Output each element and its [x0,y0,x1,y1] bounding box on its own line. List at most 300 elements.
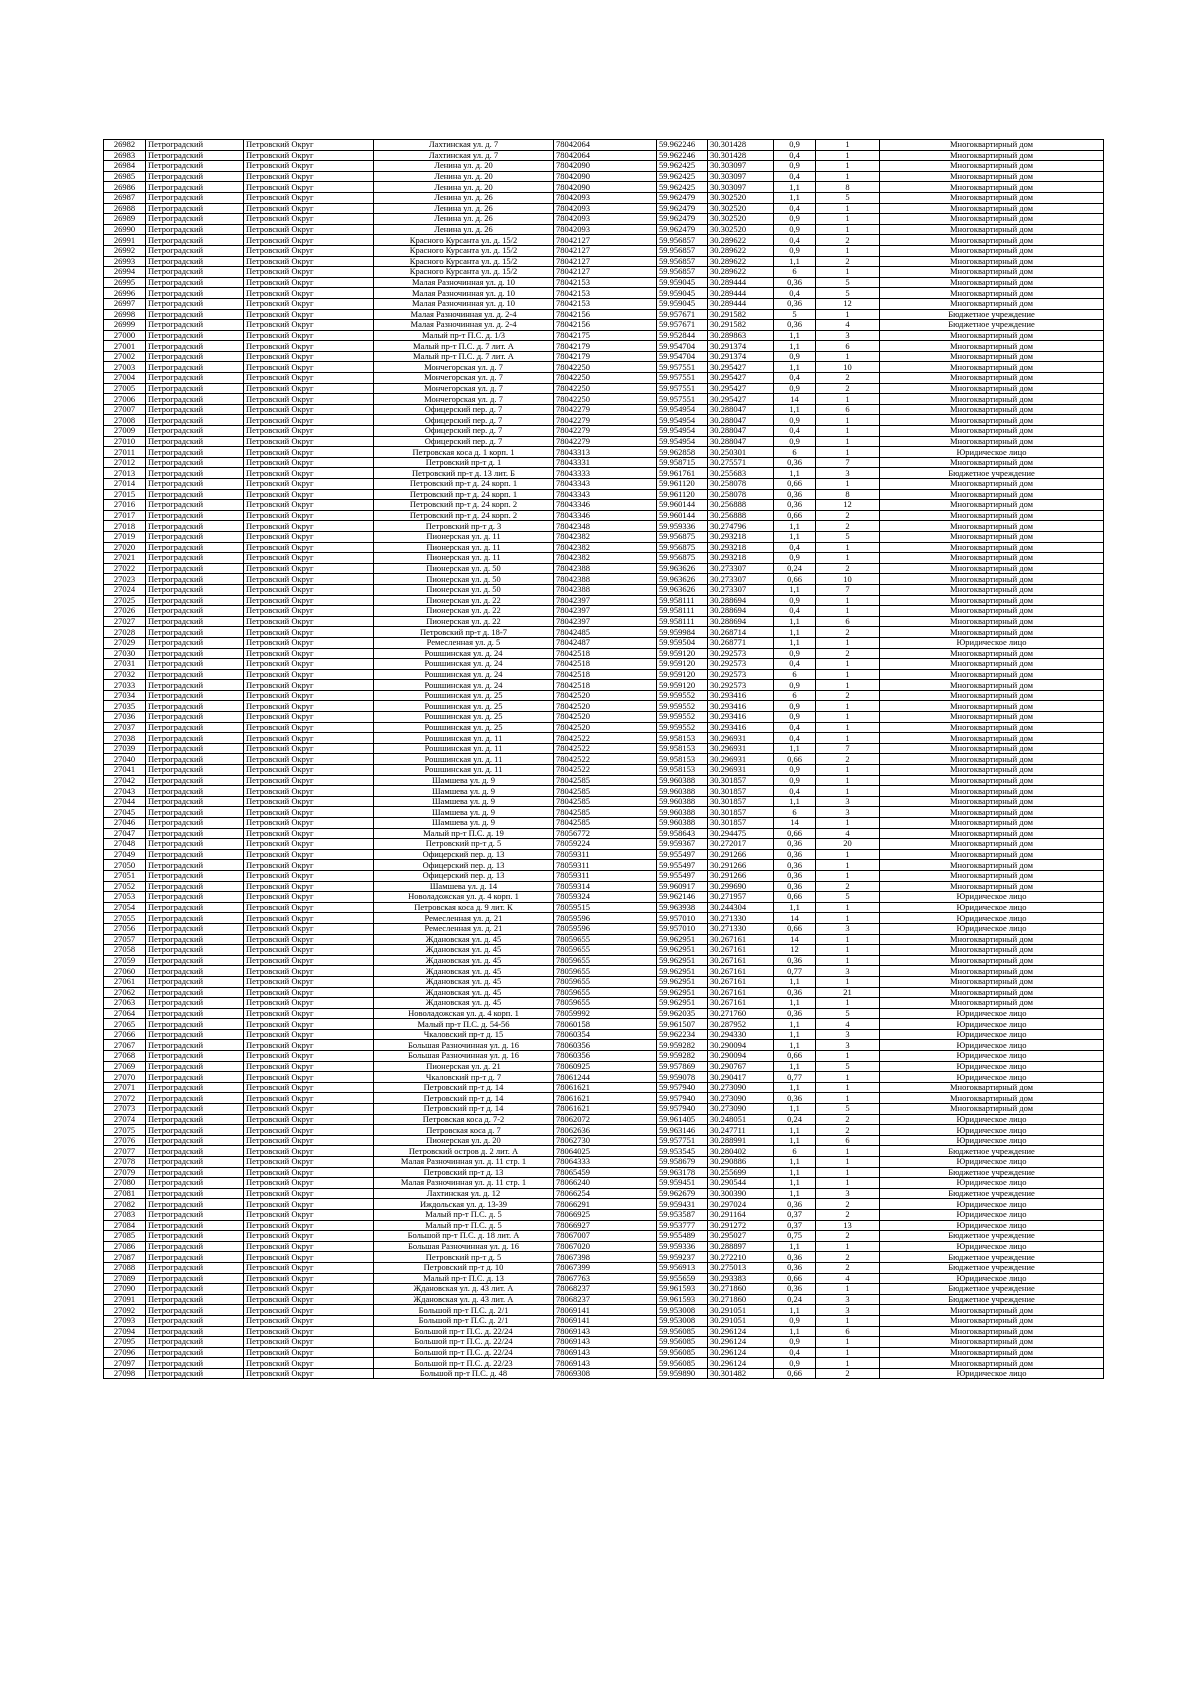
code-cell: 78064025 [554,1146,657,1157]
code-cell: 78059655 [554,955,657,966]
longitude-cell: 30.302520 [708,214,774,225]
table-row [104,1029,1104,1040]
volume-cell: 6 [774,669,816,680]
okrug-cell: Петровский Округ [244,1019,374,1030]
district-cell: Петроградский [146,1337,244,1348]
count-cell: 3 [816,1029,880,1040]
type-cell: Многоквартирный дом [880,521,1104,532]
longitude-cell: 30.296931 [708,743,774,754]
row-id-cell: 27049 [104,849,146,860]
okrug-cell: Петровский Округ [244,945,374,956]
latitude-cell: 59.958153 [657,743,708,754]
district-cell: Петроградский [146,807,244,818]
table-row [104,140,1104,151]
district-cell: Петроградский [146,881,244,892]
latitude-cell: 59.963626 [657,574,708,585]
row-id-cell: 27051 [104,870,146,881]
count-cell: 5 [816,192,880,203]
row-id-cell: 27095 [104,1337,146,1348]
okrug-cell: Петровский Округ [244,860,374,871]
count-cell: 5 [816,1061,880,1072]
latitude-cell: 59.963146 [657,1125,708,1136]
volume-cell: 0,66 [774,754,816,765]
table-row [104,203,1104,214]
district-cell: Петроградский [146,637,244,648]
longitude-cell: 30.274796 [708,521,774,532]
code-cell: 78069143 [554,1326,657,1337]
district-cell: Петроградский [146,468,244,479]
latitude-cell: 59.959282 [657,1051,708,1062]
table-row [104,182,1104,193]
longitude-cell: 30.292573 [708,648,774,659]
longitude-cell: 30.294475 [708,828,774,839]
longitude-cell: 30.295027 [708,1231,774,1242]
district-cell: Петроградский [146,1294,244,1305]
row-id-cell: 27054 [104,902,146,913]
type-cell: Многоквартирный дом [880,828,1104,839]
longitude-cell: 30.303097 [708,161,774,172]
latitude-cell: 59.961120 [657,489,708,500]
table-row [104,955,1104,966]
code-cell: 78042585 [554,818,657,829]
longitude-cell: 30.267161 [708,955,774,966]
address-cell: Шамшева ул. д. 14 [374,881,554,892]
longitude-cell: 30.292573 [708,680,774,691]
row-id-cell: 27020 [104,542,146,553]
code-cell: 78042093 [554,192,657,203]
longitude-cell: 30.301428 [708,140,774,151]
row-id-cell: 27029 [104,637,146,648]
count-cell: 1 [816,934,880,945]
code-cell: 78069143 [554,1358,657,1369]
table-row [104,457,1104,468]
okrug-cell: Петровский Округ [244,362,374,373]
type-cell: Многоквартирный дом [880,648,1104,659]
volume-cell: 0,66 [774,892,816,903]
count-cell: 6 [816,341,880,352]
count-cell: 1 [816,712,880,723]
code-cell: 78067398 [554,1252,657,1263]
latitude-cell: 59.959890 [657,1368,708,1379]
row-id-cell: 27036 [104,712,146,723]
count-cell: 5 [816,277,880,288]
row-id-cell: 27031 [104,659,146,670]
longitude-cell: 30.273090 [708,1082,774,1093]
volume-cell: 0,36 [774,881,816,892]
okrug-cell: Петровский Округ [244,1262,374,1273]
type-cell: Многоквартирный дом [880,669,1104,680]
table-row [104,267,1104,278]
okrug-cell: Петровский Округ [244,330,374,341]
type-cell: Многоквартирный дом [880,341,1104,352]
address-cell: Лахтинская ул. д. 7 [374,150,554,161]
district-cell: Петроградский [146,913,244,924]
volume-cell: 6 [774,807,816,818]
type-cell: Многоквартирный дом [880,1326,1104,1337]
count-cell: 2 [816,1231,880,1242]
okrug-cell: Петровский Округ [244,1252,374,1263]
okrug-cell: Петровский Округ [244,479,374,490]
count-cell: 1 [816,1082,880,1093]
row-id-cell: 27008 [104,415,146,426]
count-cell: 1 [816,701,880,712]
latitude-cell: 59.954954 [657,404,708,415]
latitude-cell: 59.962479 [657,203,708,214]
address-cell: Офицерский пер. д. 7 [374,404,554,415]
row-id-cell: 27069 [104,1061,146,1072]
row-id-cell: 27075 [104,1125,146,1136]
table-row [104,1167,1104,1178]
count-cell: 1 [816,161,880,172]
address-cell: Большая Разночинная ул. д. 16 [374,1241,554,1252]
okrug-cell: Петровский Округ [244,1305,374,1316]
volume-cell: 0,36 [774,298,816,309]
count-cell: 1 [816,150,880,161]
longitude-cell: 30.291266 [708,870,774,881]
longitude-cell: 30.290886 [708,1157,774,1168]
code-cell: 78068237 [554,1284,657,1295]
row-id-cell: 27041 [104,765,146,776]
type-cell: Бюджетное учреждение [880,1146,1104,1157]
district-cell: Петроградский [146,531,244,542]
code-cell: 78042348 [554,521,657,532]
count-cell: 3 [816,1040,880,1051]
address-cell: Петровский пр-т д. 1 [374,457,554,468]
address-cell: Пионерская ул. д. 11 [374,531,554,542]
row-id-cell: 26998 [104,309,146,320]
longitude-cell: 30.289622 [708,267,774,278]
district-cell: Петроградский [146,1146,244,1157]
type-cell: Многоквартирный дом [880,426,1104,437]
code-cell: 78064333 [554,1157,657,1168]
volume-cell: 0,66 [774,510,816,521]
longitude-cell: 30.271860 [708,1294,774,1305]
okrug-cell: Петровский Округ [244,796,374,807]
district-cell: Петроградский [146,479,244,490]
table-row [104,1125,1104,1136]
address-cell: Ленина ул. д. 20 [374,161,554,172]
code-cell: 78066254 [554,1188,657,1199]
count-cell: 1 [816,913,880,924]
table-row [104,383,1104,394]
count-cell: 2 [816,563,880,574]
row-id-cell: 26989 [104,214,146,225]
okrug-cell: Петровский Округ [244,1337,374,1348]
row-id-cell: 27012 [104,457,146,468]
district-cell: Петроградский [146,1326,244,1337]
table-row [104,786,1104,797]
district-cell: Петроградский [146,1061,244,1072]
latitude-cell: 59.959431 [657,1199,708,1210]
address-cell: Шамшева ул. д. 9 [374,818,554,829]
longitude-cell: 30.292573 [708,659,774,670]
longitude-cell: 30.258078 [708,479,774,490]
code-cell: 78066291 [554,1199,657,1210]
row-id-cell: 27098 [104,1368,146,1379]
latitude-cell: 59.962951 [657,976,708,987]
table-row [104,648,1104,659]
address-cell: Мончегорская ул. д. 7 [374,362,554,373]
table-row [104,479,1104,490]
longitude-cell: 30.303097 [708,171,774,182]
longitude-cell: 30.271330 [708,913,774,924]
address-cell: Шамшева ул. д. 9 [374,807,554,818]
address-cell: Петровский пр-т д. 5 [374,839,554,850]
latitude-cell: 59.954954 [657,426,708,437]
type-cell: Многоквартирный дом [880,150,1104,161]
row-id-cell: 27088 [104,1262,146,1273]
volume-cell: 1,1 [774,1188,816,1199]
row-id-cell: 27007 [104,404,146,415]
district-cell: Петроградский [146,680,244,691]
row-id-cell: 27093 [104,1315,146,1326]
longitude-cell: 30.271957 [708,892,774,903]
address-cell: Шамшева ул. д. 9 [374,786,554,797]
count-cell: 4 [816,1019,880,1030]
address-cell: Малый пр-т П.С. д. 19 [374,828,554,839]
longitude-cell: 30.271330 [708,923,774,934]
row-id-cell: 26997 [104,298,146,309]
latitude-cell: 59.962479 [657,214,708,225]
district-cell: Петроградский [146,1029,244,1040]
type-cell: Многоквартирный дом [880,606,1104,617]
count-cell: 12 [816,500,880,511]
district-cell: Петроградский [146,351,244,362]
latitude-cell: 59.957671 [657,320,708,331]
district-cell: Петроградский [146,447,244,458]
type-cell: Многоквартирный дом [880,383,1104,394]
code-cell: 78059655 [554,966,657,977]
volume-cell: 0,36 [774,839,816,850]
volume-cell: 1,1 [774,1241,816,1252]
row-id-cell: 27037 [104,722,146,733]
okrug-cell: Петровский Округ [244,1008,374,1019]
type-cell: Многоквартирный дом [880,1315,1104,1326]
address-cell: Большая Разночинная ул. д. 16 [374,1040,554,1051]
latitude-cell: 59.957671 [657,309,708,320]
row-id-cell: 27021 [104,553,146,564]
type-cell: Многоквартирный дом [880,584,1104,595]
okrug-cell: Петровский Округ [244,1358,374,1369]
table-row [104,733,1104,744]
address-cell: Пионерская ул. д. 20 [374,1135,554,1146]
count-cell: 1 [816,553,880,564]
address-cell: Ремесленная ул. д. 5 [374,637,554,648]
code-cell: 78042585 [554,786,657,797]
longitude-cell: 30.301857 [708,807,774,818]
code-cell: 78069143 [554,1347,657,1358]
count-cell: 1 [816,722,880,733]
volume-cell: 1,1 [774,192,816,203]
longitude-cell: 30.296931 [708,733,774,744]
latitude-cell: 59.954704 [657,351,708,362]
row-id-cell: 27003 [104,362,146,373]
table-row [104,1019,1104,1030]
longitude-cell: 30.290767 [708,1061,774,1072]
okrug-cell: Петровский Округ [244,1284,374,1295]
table-row [104,934,1104,945]
district-cell: Петроградский [146,976,244,987]
okrug-cell: Петровский Округ [244,277,374,288]
volume-cell: 0,9 [774,648,816,659]
row-id-cell: 27062 [104,987,146,998]
volume-cell: 1,1 [774,1104,816,1115]
address-cell: Ленина ул. д. 20 [374,182,554,193]
row-id-cell: 27034 [104,690,146,701]
count-cell: 1 [816,309,880,320]
longitude-cell: 30.275013 [708,1262,774,1273]
code-cell: 78043333 [554,468,657,479]
table-row [104,998,1104,1009]
type-cell: Многоквартирный дом [880,796,1104,807]
address-cell: Петровский пр-т д. 24 корп. 1 [374,489,554,500]
district-cell: Петроградский [146,1252,244,1263]
district-cell: Петроградский [146,171,244,182]
row-id-cell: 27089 [104,1273,146,1284]
code-cell: 78042585 [554,796,657,807]
volume-cell: 0,4 [774,373,816,384]
type-cell: Многоквартирный дом [880,531,1104,542]
okrug-cell: Петровский Округ [244,987,374,998]
volume-cell: 0,9 [774,415,816,426]
longitude-cell: 30.296124 [708,1337,774,1348]
table-row [104,468,1104,479]
code-cell: 78042250 [554,373,657,384]
latitude-cell: 59.952844 [657,330,708,341]
table-row [104,1368,1104,1379]
latitude-cell: 59.959045 [657,277,708,288]
code-cell: 78042397 [554,606,657,617]
table-row [104,277,1104,288]
okrug-cell: Петровский Округ [244,712,374,723]
volume-cell: 1,1 [774,902,816,913]
table-row [104,1358,1104,1369]
row-id-cell: 26984 [104,161,146,172]
longitude-cell: 30.256888 [708,510,774,521]
latitude-cell: 59.962951 [657,945,708,956]
longitude-cell: 30.273090 [708,1093,774,1104]
table-row [104,1347,1104,1358]
volume-cell: 0,9 [774,765,816,776]
type-cell: Многоквартирный дом [880,966,1104,977]
volume-cell: 0,4 [774,542,816,553]
code-cell: 78042520 [554,712,657,723]
count-cell: 1 [816,606,880,617]
longitude-cell: 30.289622 [708,235,774,246]
table-row [104,341,1104,352]
volume-cell: 1,1 [774,521,816,532]
count-cell: 1 [816,1347,880,1358]
longitude-cell: 30.301857 [708,786,774,797]
row-id-cell: 26990 [104,224,146,235]
volume-cell: 1,1 [774,531,816,542]
type-cell: Юридическое лицо [880,892,1104,903]
row-id-cell: 26995 [104,277,146,288]
code-cell: 78061621 [554,1093,657,1104]
volume-cell: 0,4 [774,288,816,299]
longitude-cell: 30.291266 [708,860,774,871]
type-cell: Бюджетное учреждение [880,468,1104,479]
volume-cell: 1,1 [774,1178,816,1189]
latitude-cell: 59.958679 [657,1157,708,1168]
code-cell: 78060158 [554,1019,657,1030]
address-cell: Ждановская ул. д. 43 лит. А [374,1294,554,1305]
code-cell: 78042179 [554,351,657,362]
type-cell: Юридическое лицо [880,1061,1104,1072]
address-cell: Петровский пр-т д. 24 корп. 1 [374,479,554,490]
address-cell: Пионерская ул. д. 22 [374,606,554,617]
count-cell: 1 [816,214,880,225]
okrug-cell: Петровский Округ [244,553,374,564]
address-cell: Ленина ул. д. 26 [374,214,554,225]
row-id-cell: 27024 [104,584,146,595]
type-cell: Многоквартирный дом [880,1093,1104,1104]
type-cell: Многоквартирный дом [880,765,1104,776]
okrug-cell: Петровский Округ [244,171,374,182]
district-cell: Петроградский [146,542,244,553]
row-id-cell: 27059 [104,955,146,966]
volume-cell: 0,66 [774,923,816,934]
address-cell: Малый пр-т П.С. д. 7 лит. А [374,341,554,352]
code-cell: 78042153 [554,298,657,309]
district-cell: Петроградский [146,1358,244,1369]
row-id-cell: 26992 [104,245,146,256]
table-row [104,1040,1104,1051]
volume-cell: 1,1 [774,743,816,754]
volume-cell: 0,66 [774,574,816,585]
district-cell: Петроградский [146,923,244,934]
district-cell: Петроградский [146,839,244,850]
district-cell: Петроградский [146,1019,244,1030]
okrug-cell: Петровский Округ [244,214,374,225]
table-row [104,765,1104,776]
table-row [104,1315,1104,1326]
volume-cell: 0,9 [774,775,816,786]
district-cell: Петроградский [146,765,244,776]
latitude-cell: 59.960144 [657,510,708,521]
latitude-cell: 59.956085 [657,1326,708,1337]
table-row [104,288,1104,299]
district-cell: Петроградский [146,669,244,680]
volume-cell: 0,4 [774,203,816,214]
latitude-cell: 59.959045 [657,298,708,309]
latitude-cell: 59.962951 [657,966,708,977]
district-cell: Петроградский [146,627,244,638]
okrug-cell: Петровский Округ [244,1273,374,1284]
type-cell: Многоквартирный дом [880,394,1104,405]
row-id-cell: 27000 [104,330,146,341]
count-cell: 1 [816,542,880,553]
district-cell: Петроградский [146,902,244,913]
district-cell: Петроградский [146,1072,244,1083]
table-row [104,701,1104,712]
type-cell: Многоквартирный дом [880,362,1104,373]
latitude-cell: 59.958111 [657,595,708,606]
count-cell: 1 [816,659,880,670]
table-row [104,1072,1104,1083]
address-cell: Офицерский пер. д. 13 [374,860,554,871]
table-row [104,1199,1104,1210]
address-cell: Большой пр-т П.С. д. 22/24 [374,1326,554,1337]
district-cell: Петроградский [146,1125,244,1136]
latitude-cell: 59.957751 [657,1135,708,1146]
table-row [104,320,1104,331]
count-cell: 6 [816,1135,880,1146]
table-row [104,1262,1104,1273]
row-id-cell: 27045 [104,807,146,818]
okrug-cell: Петровский Округ [244,754,374,765]
longitude-cell: 30.267161 [708,966,774,977]
